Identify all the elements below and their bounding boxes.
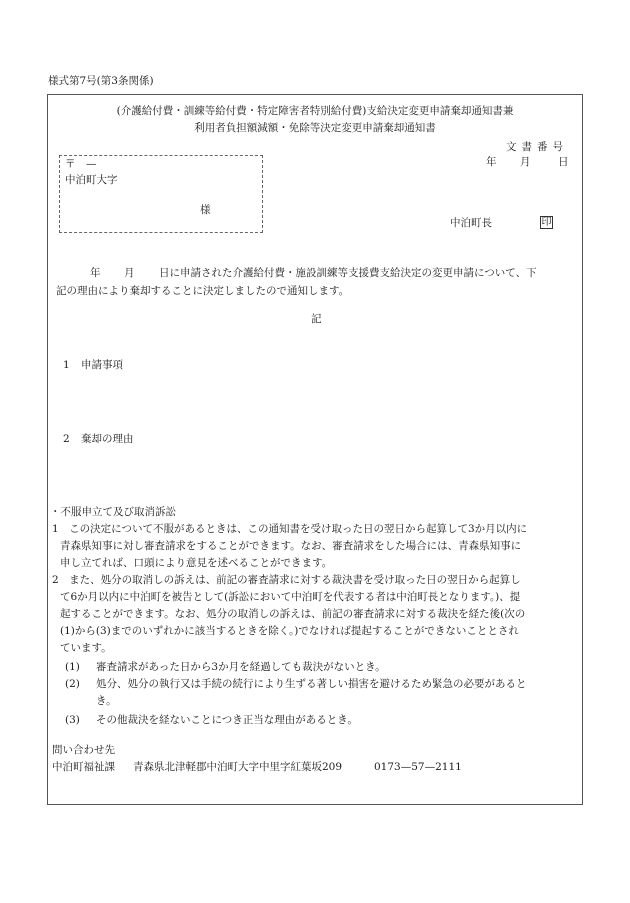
appeal-p1-line-2: 青森県知事に対し審査請求をすることができます。なお、審査請求をした場合には、青森県知事に (60, 540, 522, 552)
appeal-p1-line-1: 1 この決定について不服があるときは、この通知書を受け取った日の翌日から起算して3か月以内に (52, 523, 528, 535)
appeal-p2-line-3: 起することができます。なお、処分の取消しの訴えは、前記の審査請求に対する裁決を経た後(次の (60, 608, 526, 620)
appeal-sub-2-text-line-2: き。 (96, 695, 117, 707)
contact-phone: 0173—57—2111 (374, 761, 462, 773)
appeal-sub-1-text: 審査請求があった日から3か月を経過しても裁決がないとき。 (96, 661, 386, 673)
appeal-p2-line-4: (1)から(3)までのいずれかに該当するときを除く。)でなければ提起することができないこととされ (60, 625, 519, 637)
appeal-p2-line-2: て6か月以内に中泊町を被告として(訴訟において中泊町を代表する者は中泊町長となります。)、提 (60, 591, 521, 603)
appeal-p1-line-3: 申し立てれば、口頭により意見を述べることができます。 (60, 557, 333, 569)
item-1-number: 1 (63, 359, 70, 371)
intro-text-line-1: 日に申請された介護給付費・施設訓練等支援費支給決定の変更申請について、下 (159, 267, 537, 279)
seal-mark: 印 (541, 217, 552, 228)
postal-mark: 〒 (65, 158, 76, 170)
contact-label: 問い合わせ先 (52, 744, 115, 756)
title-line-2: 利用者負担額減額・免除等決定変更申請棄却通知書 (194, 122, 436, 134)
title-line-1: (介護給付費・訓練等給付費・特定障害者特別給付費)支給決定変更申請棄却通知書兼 (116, 105, 514, 117)
appeal-heading: ・不服申立て及び取消訴訟 (50, 506, 176, 518)
appeal-sub-1-number: (1) (65, 661, 80, 673)
item-1-label: 申請事項 (81, 359, 123, 371)
contact-address: 青森県北津軽郡中泊町大字中里字紅葉坂209 (133, 761, 343, 773)
appeal-sub-3-text: その他裁決を経ないことにつき正当な理由があるとき。 (96, 714, 358, 726)
date-day: 日 (558, 156, 569, 168)
issuer-name: 中泊町長 (450, 217, 492, 229)
appeal-sub-2-text-line-1: 処分、処分の執行又は手続の続行により生ずる著しい損害を避けるため緊急の必要があると (96, 678, 527, 690)
contact-department: 中泊町福祉課 (52, 761, 115, 773)
item-2-number: 2 (63, 433, 70, 445)
item-2-label: 棄却の理由 (81, 433, 134, 445)
document-number-label: 文書番号 (506, 141, 568, 153)
date-month: 月 (520, 156, 531, 168)
intro-text-line-2: 記の理由により棄却することに決定しましたので通知します。 (56, 285, 350, 297)
appeal-p2-line-1: 2 また、処分の取消しの訴えは、前記の審査請求に対する裁決書を受け取った日の翌日から起算し (52, 574, 521, 586)
ki-heading: 記 (311, 313, 322, 325)
form-number: 様式第7号(第3条関係) (48, 75, 154, 87)
date-year: 年 (486, 156, 497, 168)
addressee-honorific: 様 (200, 204, 211, 216)
appeal-sub-2-number: (2) (65, 678, 80, 690)
intro-month: 月 (124, 267, 135, 279)
postal-dash: — (86, 158, 97, 170)
intro-year: 年 (90, 267, 101, 279)
appeal-sub-3-number: (3) (65, 714, 80, 726)
appeal-p2-line-5: ています。 (60, 642, 112, 654)
address-town: 中泊町大字 (65, 174, 118, 186)
address-box (59, 155, 263, 233)
